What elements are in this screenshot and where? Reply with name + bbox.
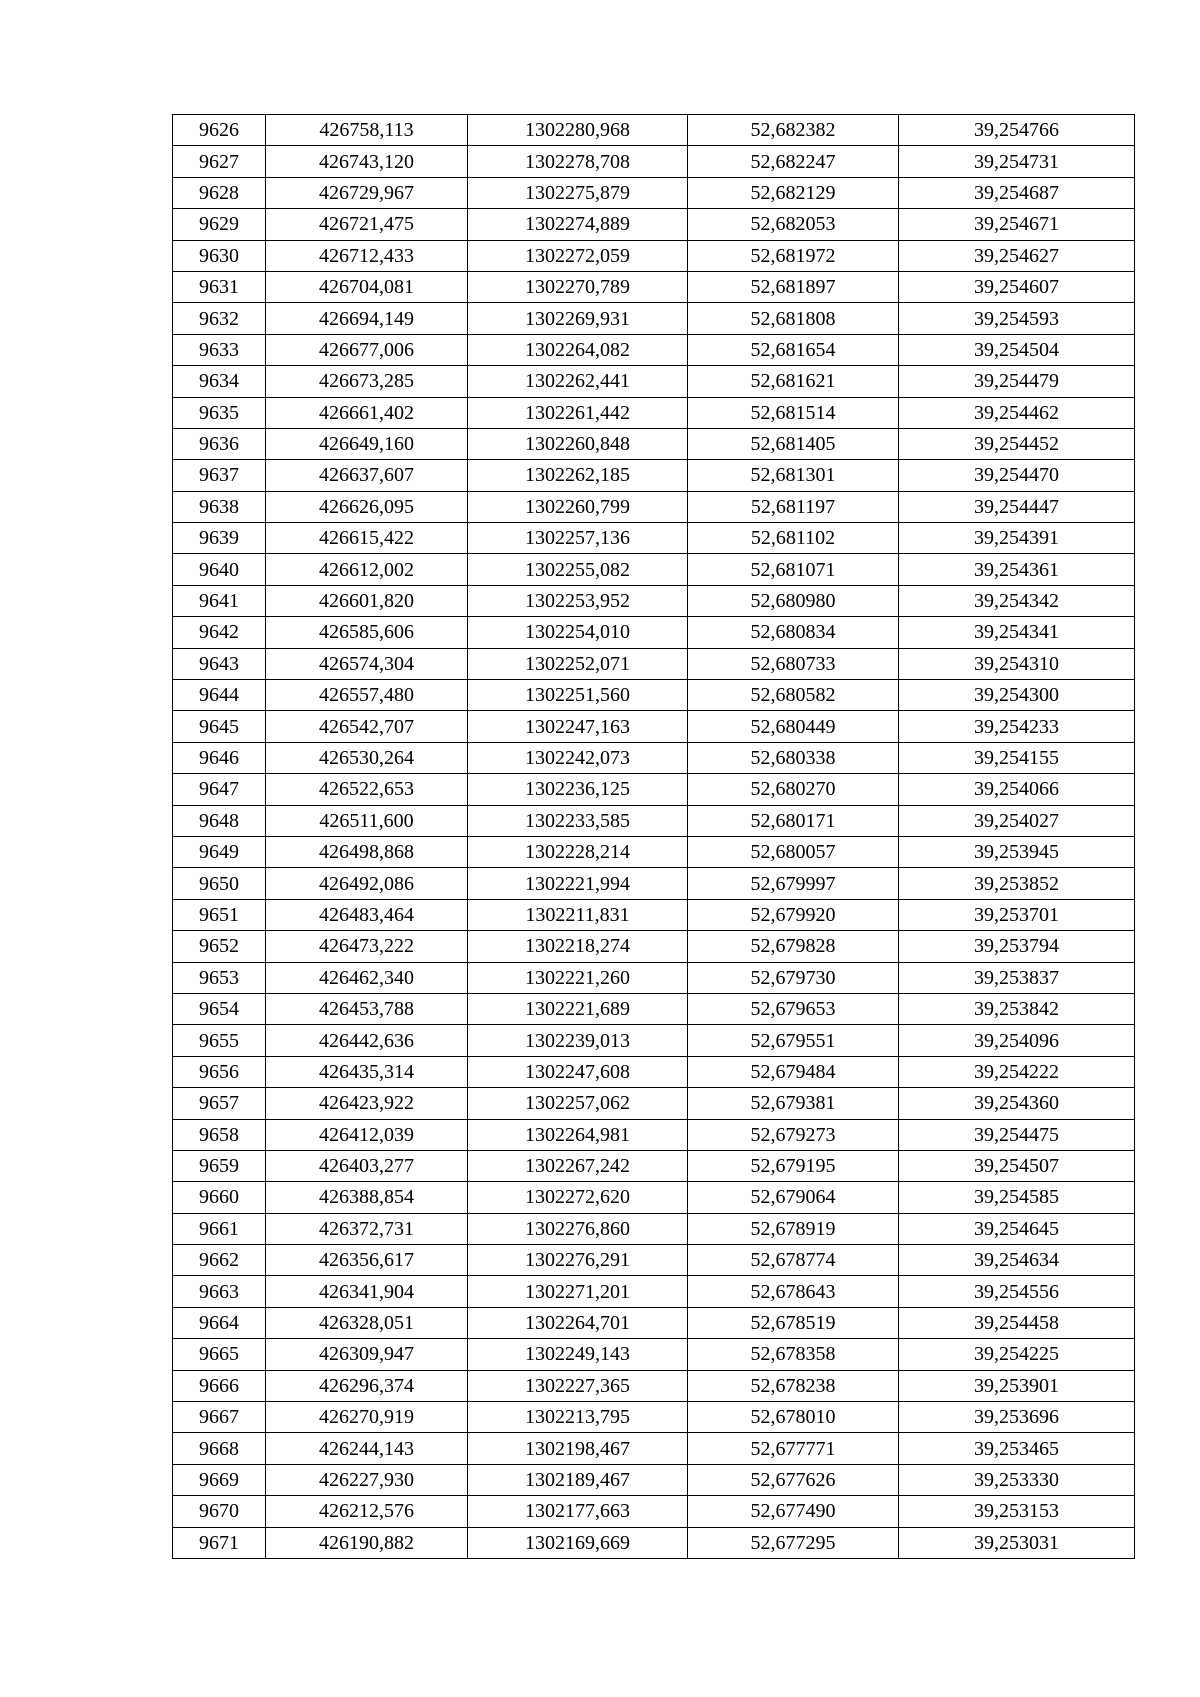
point-number-cell: 9640 — [173, 554, 266, 585]
table-row — [173, 240, 1135, 271]
latitude-cell: 52,680733 — [688, 648, 899, 679]
table-row — [173, 1213, 1135, 1244]
longitude-cell: 39,254066 — [899, 774, 1135, 805]
x-coordinate-cell: 426729,967 — [266, 177, 468, 208]
x-coordinate-cell: 426615,422 — [266, 523, 468, 554]
table-row — [173, 366, 1135, 397]
table-row — [173, 428, 1135, 459]
latitude-cell: 52,679920 — [688, 899, 899, 930]
x-coordinate-cell: 426435,314 — [266, 1056, 468, 1087]
longitude-cell: 39,254225 — [899, 1339, 1135, 1370]
table-row — [173, 1339, 1135, 1370]
y-coordinate-cell: 1302264,082 — [468, 334, 688, 365]
y-coordinate-cell: 1302211,831 — [468, 899, 688, 930]
point-number-cell: 9659 — [173, 1150, 266, 1181]
latitude-cell: 52,680980 — [688, 585, 899, 616]
point-number-cell: 9629 — [173, 209, 266, 240]
x-coordinate-cell: 426388,854 — [266, 1182, 468, 1213]
point-number-cell: 9639 — [173, 523, 266, 554]
x-coordinate-cell: 426462,340 — [266, 962, 468, 993]
table-row — [173, 680, 1135, 711]
y-coordinate-cell: 1302253,952 — [468, 585, 688, 616]
y-coordinate-cell: 1302213,795 — [468, 1402, 688, 1433]
point-number-cell: 9628 — [173, 177, 266, 208]
y-coordinate-cell: 1302261,442 — [468, 397, 688, 428]
longitude-cell: 39,254452 — [899, 428, 1135, 459]
latitude-cell: 52,680834 — [688, 617, 899, 648]
x-coordinate-cell: 426190,882 — [266, 1527, 468, 1558]
table-row — [173, 1025, 1135, 1056]
point-number-cell: 9661 — [173, 1213, 266, 1244]
point-number-cell: 9664 — [173, 1307, 266, 1338]
y-coordinate-cell: 1302239,013 — [468, 1025, 688, 1056]
latitude-cell: 52,677490 — [688, 1496, 899, 1527]
longitude-cell: 39,253901 — [899, 1370, 1135, 1401]
point-number-cell: 9649 — [173, 836, 266, 867]
x-coordinate-cell: 426511,600 — [266, 805, 468, 836]
longitude-cell: 39,253465 — [899, 1433, 1135, 1464]
point-number-cell: 9666 — [173, 1370, 266, 1401]
point-number-cell: 9645 — [173, 711, 266, 742]
latitude-cell: 52,679484 — [688, 1056, 899, 1087]
y-coordinate-cell: 1302271,201 — [468, 1276, 688, 1307]
point-number-cell: 9660 — [173, 1182, 266, 1213]
point-number-cell: 9636 — [173, 428, 266, 459]
table-row — [173, 1182, 1135, 1213]
latitude-cell: 52,679195 — [688, 1150, 899, 1181]
table-row — [173, 1056, 1135, 1087]
table-row — [173, 177, 1135, 208]
x-coordinate-cell: 426673,285 — [266, 366, 468, 397]
y-coordinate-cell: 1302198,467 — [468, 1433, 688, 1464]
y-coordinate-cell: 1302242,073 — [468, 742, 688, 773]
table-row — [173, 868, 1135, 899]
table-row — [173, 1150, 1135, 1181]
longitude-cell: 39,254507 — [899, 1150, 1135, 1181]
table-row — [173, 1433, 1135, 1464]
y-coordinate-cell: 1302251,560 — [468, 680, 688, 711]
longitude-cell: 39,254687 — [899, 177, 1135, 208]
y-coordinate-cell: 1302249,143 — [468, 1339, 688, 1370]
x-coordinate-cell: 426244,143 — [266, 1433, 468, 1464]
point-number-cell: 9652 — [173, 931, 266, 962]
table-row — [173, 742, 1135, 773]
point-number-cell: 9634 — [173, 366, 266, 397]
x-coordinate-cell: 426522,653 — [266, 774, 468, 805]
y-coordinate-cell: 1302264,981 — [468, 1119, 688, 1150]
y-coordinate-cell: 1302257,136 — [468, 523, 688, 554]
x-coordinate-cell: 426677,006 — [266, 334, 468, 365]
y-coordinate-cell: 1302228,214 — [468, 836, 688, 867]
table-row — [173, 554, 1135, 585]
x-coordinate-cell: 426661,402 — [266, 397, 468, 428]
longitude-cell: 39,253330 — [899, 1464, 1135, 1495]
x-coordinate-cell: 426601,820 — [266, 585, 468, 616]
latitude-cell: 52,678358 — [688, 1339, 899, 1370]
latitude-cell: 52,678238 — [688, 1370, 899, 1401]
longitude-cell: 39,254458 — [899, 1307, 1135, 1338]
longitude-cell: 39,254504 — [899, 334, 1135, 365]
table-row — [173, 1088, 1135, 1119]
y-coordinate-cell: 1302189,467 — [468, 1464, 688, 1495]
x-coordinate-cell: 426356,617 — [266, 1245, 468, 1276]
latitude-cell: 52,681071 — [688, 554, 899, 585]
latitude-cell: 52,680582 — [688, 680, 899, 711]
y-coordinate-cell: 1302169,669 — [468, 1527, 688, 1558]
point-number-cell: 9653 — [173, 962, 266, 993]
longitude-cell: 39,254342 — [899, 585, 1135, 616]
y-coordinate-cell: 1302274,889 — [468, 209, 688, 240]
longitude-cell: 39,253031 — [899, 1527, 1135, 1558]
x-coordinate-cell: 426637,607 — [266, 460, 468, 491]
point-number-cell: 9663 — [173, 1276, 266, 1307]
y-coordinate-cell: 1302236,125 — [468, 774, 688, 805]
x-coordinate-cell: 426492,086 — [266, 868, 468, 899]
latitude-cell: 52,679653 — [688, 993, 899, 1024]
latitude-cell: 52,679997 — [688, 868, 899, 899]
point-number-cell: 9665 — [173, 1339, 266, 1370]
point-number-cell: 9667 — [173, 1402, 266, 1433]
point-number-cell: 9651 — [173, 899, 266, 930]
latitude-cell: 52,678774 — [688, 1245, 899, 1276]
longitude-cell: 39,254300 — [899, 680, 1135, 711]
x-coordinate-cell: 426442,636 — [266, 1025, 468, 1056]
latitude-cell: 52,681897 — [688, 271, 899, 302]
table-row — [173, 617, 1135, 648]
longitude-cell: 39,253696 — [899, 1402, 1135, 1433]
table-row — [173, 1276, 1135, 1307]
latitude-cell: 52,679064 — [688, 1182, 899, 1213]
table-row — [173, 962, 1135, 993]
x-coordinate-cell: 426341,904 — [266, 1276, 468, 1307]
coordinates-table — [172, 114, 1135, 1559]
longitude-cell: 39,254766 — [899, 115, 1135, 146]
x-coordinate-cell: 426612,002 — [266, 554, 468, 585]
x-coordinate-cell: 426372,731 — [266, 1213, 468, 1244]
longitude-cell: 39,253701 — [899, 899, 1135, 930]
longitude-cell: 39,254607 — [899, 271, 1135, 302]
y-coordinate-cell: 1302269,931 — [468, 303, 688, 334]
longitude-cell: 39,254341 — [899, 617, 1135, 648]
latitude-cell: 52,682129 — [688, 177, 899, 208]
point-number-cell: 9650 — [173, 868, 266, 899]
latitude-cell: 52,681621 — [688, 366, 899, 397]
point-number-cell: 9646 — [173, 742, 266, 773]
longitude-cell: 39,254475 — [899, 1119, 1135, 1150]
x-coordinate-cell: 426557,480 — [266, 680, 468, 711]
y-coordinate-cell: 1302221,689 — [468, 993, 688, 1024]
x-coordinate-cell: 426574,304 — [266, 648, 468, 679]
longitude-cell: 39,254470 — [899, 460, 1135, 491]
y-coordinate-cell: 1302227,365 — [468, 1370, 688, 1401]
table-row — [173, 397, 1135, 428]
table-row — [173, 585, 1135, 616]
latitude-cell: 52,682382 — [688, 115, 899, 146]
point-number-cell: 9632 — [173, 303, 266, 334]
x-coordinate-cell: 426721,475 — [266, 209, 468, 240]
table-row — [173, 774, 1135, 805]
x-coordinate-cell: 426542,707 — [266, 711, 468, 742]
table-row — [173, 1402, 1135, 1433]
point-number-cell: 9630 — [173, 240, 266, 271]
latitude-cell: 52,680338 — [688, 742, 899, 773]
point-number-cell: 9643 — [173, 648, 266, 679]
latitude-cell: 52,678919 — [688, 1213, 899, 1244]
y-coordinate-cell: 1302278,708 — [468, 146, 688, 177]
table-row — [173, 805, 1135, 836]
table-row — [173, 993, 1135, 1024]
latitude-cell: 52,677295 — [688, 1527, 899, 1558]
point-number-cell: 9627 — [173, 146, 266, 177]
latitude-cell: 52,682247 — [688, 146, 899, 177]
y-coordinate-cell: 1302262,185 — [468, 460, 688, 491]
table-row — [173, 115, 1135, 146]
y-coordinate-cell: 1302260,848 — [468, 428, 688, 459]
point-number-cell: 9633 — [173, 334, 266, 365]
x-coordinate-cell: 426412,039 — [266, 1119, 468, 1150]
latitude-cell: 52,681405 — [688, 428, 899, 459]
latitude-cell: 52,678519 — [688, 1307, 899, 1338]
x-coordinate-cell: 426498,868 — [266, 836, 468, 867]
latitude-cell: 52,681808 — [688, 303, 899, 334]
point-number-cell: 9647 — [173, 774, 266, 805]
table-row — [173, 460, 1135, 491]
point-number-cell: 9654 — [173, 993, 266, 1024]
point-number-cell: 9648 — [173, 805, 266, 836]
longitude-cell: 39,254391 — [899, 523, 1135, 554]
x-coordinate-cell: 426227,930 — [266, 1464, 468, 1495]
longitude-cell: 39,254645 — [899, 1213, 1135, 1244]
longitude-cell: 39,254627 — [899, 240, 1135, 271]
point-number-cell: 9668 — [173, 1433, 266, 1464]
table-row — [173, 899, 1135, 930]
point-number-cell: 9637 — [173, 460, 266, 491]
longitude-cell: 39,253153 — [899, 1496, 1135, 1527]
longitude-cell: 39,254096 — [899, 1025, 1135, 1056]
x-coordinate-cell: 426473,222 — [266, 931, 468, 962]
latitude-cell: 52,679551 — [688, 1025, 899, 1056]
longitude-cell: 39,254310 — [899, 648, 1135, 679]
point-number-cell: 9626 — [173, 115, 266, 146]
table-row — [173, 711, 1135, 742]
y-coordinate-cell: 1302272,620 — [468, 1182, 688, 1213]
longitude-cell: 39,254634 — [899, 1245, 1135, 1276]
y-coordinate-cell: 1302177,663 — [468, 1496, 688, 1527]
coordinates-table-body — [173, 115, 1135, 1559]
y-coordinate-cell: 1302221,994 — [468, 868, 688, 899]
longitude-cell: 39,254731 — [899, 146, 1135, 177]
y-coordinate-cell: 1302218,274 — [468, 931, 688, 962]
y-coordinate-cell: 1302257,062 — [468, 1088, 688, 1119]
x-coordinate-cell: 426270,919 — [266, 1402, 468, 1433]
longitude-cell: 39,254155 — [899, 742, 1135, 773]
latitude-cell: 52,679730 — [688, 962, 899, 993]
point-number-cell: 9638 — [173, 491, 266, 522]
table-row — [173, 1496, 1135, 1527]
latitude-cell: 52,679273 — [688, 1119, 899, 1150]
longitude-cell: 39,254447 — [899, 491, 1135, 522]
y-coordinate-cell: 1302275,879 — [468, 177, 688, 208]
table-row — [173, 146, 1135, 177]
x-coordinate-cell: 426212,576 — [266, 1496, 468, 1527]
table-row — [173, 648, 1135, 679]
x-coordinate-cell: 426758,113 — [266, 115, 468, 146]
latitude-cell: 52,679381 — [688, 1088, 899, 1119]
y-coordinate-cell: 1302267,242 — [468, 1150, 688, 1181]
y-coordinate-cell: 1302260,799 — [468, 491, 688, 522]
x-coordinate-cell: 426296,374 — [266, 1370, 468, 1401]
point-number-cell: 9642 — [173, 617, 266, 648]
y-coordinate-cell: 1302276,291 — [468, 1245, 688, 1276]
x-coordinate-cell: 426626,095 — [266, 491, 468, 522]
table-row — [173, 523, 1135, 554]
table-row — [173, 303, 1135, 334]
y-coordinate-cell: 1302272,059 — [468, 240, 688, 271]
latitude-cell: 52,678010 — [688, 1402, 899, 1433]
point-number-cell: 9670 — [173, 1496, 266, 1527]
latitude-cell: 52,681301 — [688, 460, 899, 491]
point-number-cell: 9657 — [173, 1088, 266, 1119]
x-coordinate-cell: 426585,606 — [266, 617, 468, 648]
longitude-cell: 39,253837 — [899, 962, 1135, 993]
x-coordinate-cell: 426423,922 — [266, 1088, 468, 1119]
point-number-cell: 9669 — [173, 1464, 266, 1495]
latitude-cell: 52,677771 — [688, 1433, 899, 1464]
latitude-cell: 52,679828 — [688, 931, 899, 962]
latitude-cell: 52,677626 — [688, 1464, 899, 1495]
point-number-cell: 9635 — [173, 397, 266, 428]
point-number-cell: 9655 — [173, 1025, 266, 1056]
table-row — [173, 271, 1135, 302]
x-coordinate-cell: 426704,081 — [266, 271, 468, 302]
point-number-cell: 9656 — [173, 1056, 266, 1087]
y-coordinate-cell: 1302280,968 — [468, 115, 688, 146]
table-row — [173, 1527, 1135, 1558]
y-coordinate-cell: 1302247,163 — [468, 711, 688, 742]
x-coordinate-cell: 426403,277 — [266, 1150, 468, 1181]
point-number-cell: 9671 — [173, 1527, 266, 1558]
latitude-cell: 52,681102 — [688, 523, 899, 554]
x-coordinate-cell: 426712,433 — [266, 240, 468, 271]
table-row — [173, 1370, 1135, 1401]
x-coordinate-cell: 426483,464 — [266, 899, 468, 930]
longitude-cell: 39,254462 — [899, 397, 1135, 428]
latitude-cell: 52,682053 — [688, 209, 899, 240]
y-coordinate-cell: 1302221,260 — [468, 962, 688, 993]
x-coordinate-cell: 426530,264 — [266, 742, 468, 773]
longitude-cell: 39,254671 — [899, 209, 1135, 240]
point-number-cell: 9662 — [173, 1245, 266, 1276]
table-row — [173, 1119, 1135, 1150]
latitude-cell: 52,681654 — [688, 334, 899, 365]
longitude-cell: 39,253842 — [899, 993, 1135, 1024]
longitude-cell: 39,254479 — [899, 366, 1135, 397]
x-coordinate-cell: 426328,051 — [266, 1307, 468, 1338]
latitude-cell: 52,680270 — [688, 774, 899, 805]
x-coordinate-cell: 426694,149 — [266, 303, 468, 334]
y-coordinate-cell: 1302247,608 — [468, 1056, 688, 1087]
point-number-cell: 9641 — [173, 585, 266, 616]
point-number-cell: 9644 — [173, 680, 266, 711]
table-row — [173, 491, 1135, 522]
x-coordinate-cell: 426743,120 — [266, 146, 468, 177]
longitude-cell: 39,253945 — [899, 836, 1135, 867]
table-row — [173, 1245, 1135, 1276]
y-coordinate-cell: 1302270,789 — [468, 271, 688, 302]
point-number-cell: 9658 — [173, 1119, 266, 1150]
point-number-cell: 9631 — [173, 271, 266, 302]
longitude-cell: 39,254360 — [899, 1088, 1135, 1119]
latitude-cell: 52,680449 — [688, 711, 899, 742]
table-row — [173, 1464, 1135, 1495]
latitude-cell: 52,681972 — [688, 240, 899, 271]
longitude-cell: 39,254233 — [899, 711, 1135, 742]
longitude-cell: 39,254585 — [899, 1182, 1135, 1213]
longitude-cell: 39,254361 — [899, 554, 1135, 585]
x-coordinate-cell: 426309,947 — [266, 1339, 468, 1370]
x-coordinate-cell: 426453,788 — [266, 993, 468, 1024]
y-coordinate-cell: 1302233,585 — [468, 805, 688, 836]
y-coordinate-cell: 1302254,010 — [468, 617, 688, 648]
latitude-cell: 52,680057 — [688, 836, 899, 867]
latitude-cell: 52,681514 — [688, 397, 899, 428]
latitude-cell: 52,678643 — [688, 1276, 899, 1307]
longitude-cell: 39,253852 — [899, 868, 1135, 899]
latitude-cell: 52,681197 — [688, 491, 899, 522]
y-coordinate-cell: 1302264,701 — [468, 1307, 688, 1338]
longitude-cell: 39,253794 — [899, 931, 1135, 962]
y-coordinate-cell: 1302255,082 — [468, 554, 688, 585]
table-row — [173, 334, 1135, 365]
table-row — [173, 209, 1135, 240]
longitude-cell: 39,254222 — [899, 1056, 1135, 1087]
longitude-cell: 39,254556 — [899, 1276, 1135, 1307]
y-coordinate-cell: 1302276,860 — [468, 1213, 688, 1244]
table-row — [173, 836, 1135, 867]
table-row — [173, 1307, 1135, 1338]
x-coordinate-cell: 426649,160 — [266, 428, 468, 459]
latitude-cell: 52,680171 — [688, 805, 899, 836]
table-row — [173, 931, 1135, 962]
y-coordinate-cell: 1302252,071 — [468, 648, 688, 679]
longitude-cell: 39,254593 — [899, 303, 1135, 334]
longitude-cell: 39,254027 — [899, 805, 1135, 836]
y-coordinate-cell: 1302262,441 — [468, 366, 688, 397]
